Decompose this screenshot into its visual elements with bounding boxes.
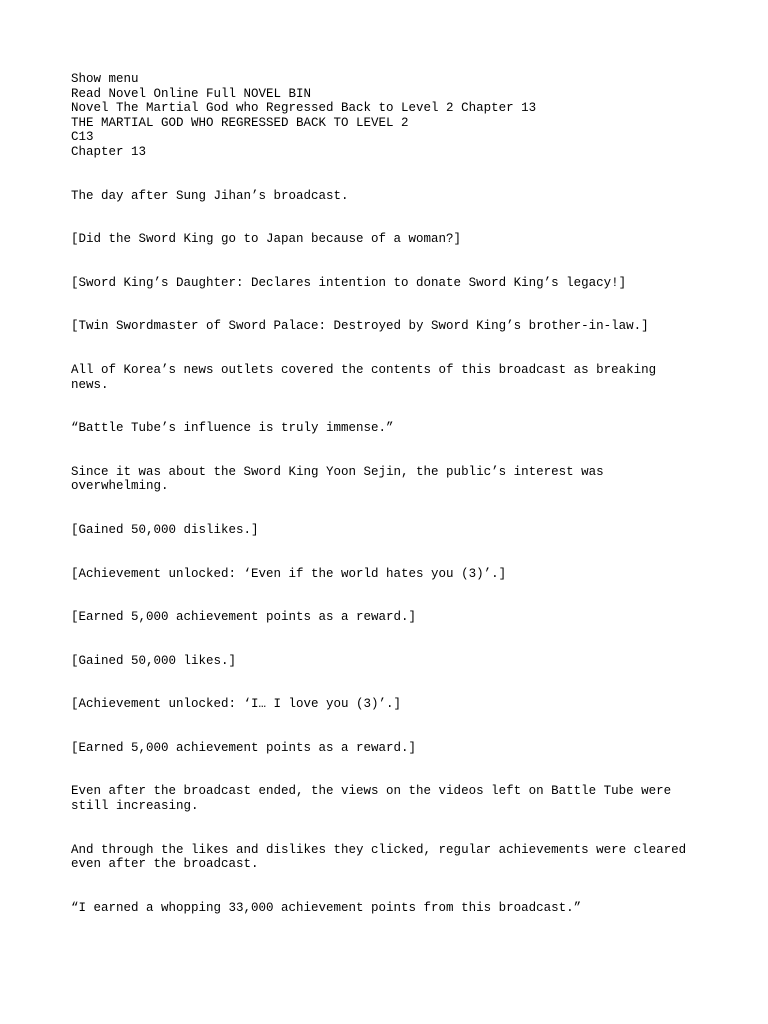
paragraph: And through the likes and dislikes they clicked, regular achievements were cleared even after the broadcast. — [71, 842, 687, 872]
chapter-title: Chapter 13 — [71, 144, 147, 159]
paragraph: [Achievement unlocked: ‘Even if the world hates you (3)’.] — [71, 566, 507, 581]
breadcrumb[interactable]: Novel The Martial God who Regressed Back to Level 2 Chapter 13 — [71, 101, 537, 116]
novel-title[interactable]: THE MARTIAL GOD WHO REGRESSED BACK TO LEVEL 2 — [71, 115, 409, 130]
paragraph: [Earned 5,000 achievement points as a reward.] — [71, 610, 417, 625]
paragraph: “I earned a whopping 33,000 achievement points from this broadcast.” — [71, 900, 582, 915]
show-menu-link[interactable]: Show menu — [71, 72, 139, 86]
paragraph: [Gained 50,000 likes.] — [71, 653, 237, 668]
paragraph: [Sword King’s Daughter: Declares intention to donate Sword King’s legacy!] — [71, 275, 627, 290]
chapter-code: C13 — [71, 130, 94, 145]
paragraph: [Twin Swordmaster of Sword Palace: Destroyed by Sword King’s brother-in-law.] — [71, 319, 649, 334]
header — [71, 72, 711, 160]
paragraph: [Achievement unlocked: ‘I… I love you (3)’.] — [71, 697, 402, 712]
paragraph: [Did the Sword King go to Japan because of a woman?] — [71, 232, 462, 247]
paragraph: All of Korea’s news outlets covered the contents of this broadcast as breaking news. — [71, 362, 657, 392]
paragraph: Since it was about the Sword King Yoon Sejin, the public’s interest was overwhelming. — [71, 464, 604, 494]
paragraph: Even after the broadcast ended, the views on the videos left on Battle Tube were still increasing. — [71, 784, 672, 814]
paragraph: [Gained 50,000 dislikes.] — [71, 522, 259, 537]
chapter-content — [71, 189, 711, 916]
paragraph: [Earned 5,000 achievement points as a reward.] — [71, 740, 417, 755]
page-container — [71, 72, 711, 944]
site-home-link[interactable]: Read Novel Online Full NOVEL BIN — [71, 86, 312, 101]
paragraph: The day after Sung Jihan’s broadcast. — [71, 188, 349, 203]
paragraph: “Battle Tube’s influence is truly immense.” — [71, 421, 394, 436]
